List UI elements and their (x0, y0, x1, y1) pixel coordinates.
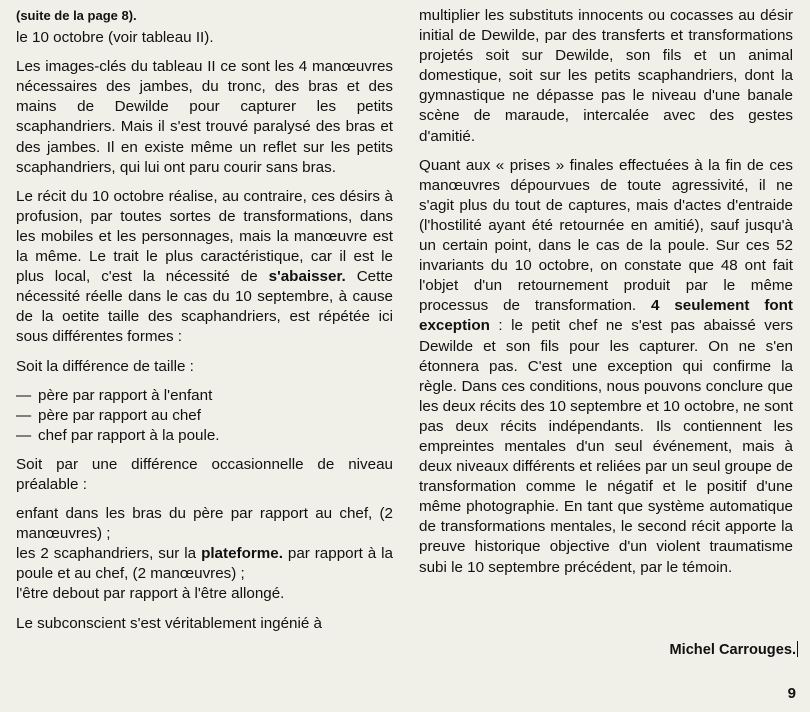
list-item-text: enfant dans les bras du père par rapport au chef, (2 manœuvres) ; (16, 505, 393, 543)
left-column (16, 6, 393, 643)
list-item-text: père par rapport à l'enfant (38, 386, 213, 404)
page-number: 9 (787, 685, 796, 702)
continuation-note: (suite de la page 8). (16, 8, 137, 23)
emphasis-abaisser: s'abaisser. (268, 268, 346, 286)
list-item-text: les 2 scaphandriers, sur la (16, 545, 202, 563)
list-dash (0, 504, 16, 524)
list-dash: — (16, 426, 32, 444)
author-signature (669, 641, 798, 658)
list-dash (0, 584, 16, 604)
list-item-text: par rapport à la poule et au chef, (2 manœuvres) ; (16, 545, 394, 583)
paragraph-intro: le 10 octobre (voir tableau II). (16, 29, 214, 47)
level-difference-list (16, 504, 393, 604)
list-item (16, 386, 393, 406)
text-run: Le récit du 10 octobre réalise, au contraire, ces désirs à profusion, par toutes sortes de transformations, dans les mobiles et les personnages, mais la manœuvre est la même. Le trait le plus caractéristique, car il est le plus local, c'est la nécessité de (16, 187, 393, 286)
size-difference-list (16, 386, 393, 446)
list-item-text: père par rapport au chef (38, 406, 201, 424)
text-run: Quant aux « prises » finales effectuées à la fin de ces manœuvres dépourvues de toute agressivité, il ne s'agit plus du tout de captures, mais d'actes d'entraide (l'hostilité ayant été retournée en amitié), sauf jusqu'à un certain point, dans le cas de la poule. Sur ces 52 invariants du 10 octobre, on constate que 48 ont fait l'objet d'un retournement produit par le même processus de transformation. (419, 156, 793, 315)
right-column (419, 6, 793, 587)
paragraph-key-images: Les images-clés du tableau II ce sont les 4 manœuvres nécessaires des jambes, du tronc, des bras et des mains de Dewilde pour capturer les petits scaphandriers. Mais il s'est trouvé paralysé des bras et des jambes. Il en existe même un reflet sur les petits scaphandriers, qui lui ont paru courir sans bras. (16, 58, 393, 176)
list-item (16, 406, 393, 426)
paragraph-level-difference: Soit par une différence occasionnelle de niveau préalable : (16, 455, 393, 493)
emphasis-exception: 4 seulement font exception (419, 297, 793, 335)
text-run: Cette nécessité réelle dans le cas du 10 septembre, à cause de la oetite taille des scaphandriers, est répétée ici sous différentes formes : (16, 268, 393, 346)
list-dash (0, 544, 16, 564)
paragraph-subconscious: Le subconscient s'est véritablement ingénié à (16, 614, 322, 632)
list-dash: — (16, 386, 32, 404)
paragraph-october-account (16, 187, 393, 348)
paragraph-conclusion (419, 156, 793, 578)
list-item (16, 584, 393, 604)
list-item-text: chef par rapport à la poule. (38, 426, 220, 444)
list-item (16, 544, 393, 584)
emphasis-plateforme: plateforme. (201, 545, 283, 563)
paragraph-substitutes: multiplier les substituts innocents ou cocasses au désir initial de Dewilde, par des transferts et transformations projetés soit sur Dewilde, son fils et un animal domestique, soit sur les petits scaphandriers, dont la gymnastique ne dépasse pas le niveau d'une banale scène de maraude, intercalée avec des gestes d'amitié. (419, 7, 793, 145)
list-dash: — (16, 406, 32, 424)
paragraph-size-difference: Soit la différence de taille : (16, 357, 194, 375)
text-run: : le petit chef ne s'est pas abaissé vers Dewilde et son fils pour les capturer. On ne s'en étonnera pas. C'est une exception qui confirme la règle. Dans ces conditions, nous pouvons conclure que les deux récits des 10 septembre et 10 octobre, ne sont pas deux récits indépendants. Ils contiennent les empreintes mentales d'un seul événement, mais à deux niveaux différents et reliées par un seul groupe de transformation comme le négatif et le positif d'une même photographie. En tant que système automatique de transformations mentales, le second récit apporte la preuve historique objective d'un violent traumatisme subi le 10 septembre précédent, par le témoin. (419, 317, 793, 576)
signature-text: Michel Carrouges. (669, 642, 796, 658)
text-cursor-bar (797, 641, 798, 657)
list-item (16, 504, 393, 544)
list-item-text: l'être debout par rapport à l'être allongé. (16, 585, 285, 603)
list-item (16, 426, 393, 446)
